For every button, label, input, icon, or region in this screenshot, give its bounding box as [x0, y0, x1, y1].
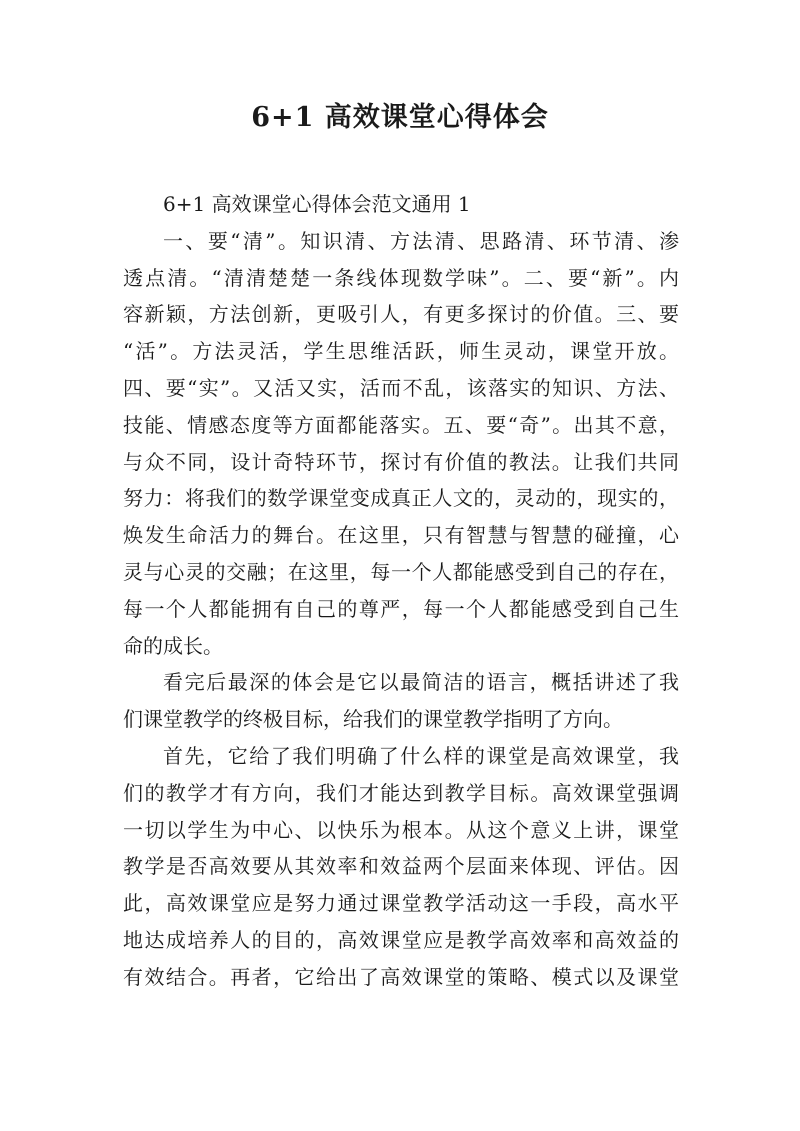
paragraph-1-line: 努力：将我们的数学课堂变成真正人文的，灵动的，现实的， [123, 486, 679, 511]
paragraph-3-line: 此，高效课堂应是努力通过课堂教学活动这一手段，高水平 [123, 891, 679, 916]
paragraph-3-line: 有效结合。再者，它给出了高效课堂的策略、模式以及课堂 [123, 964, 679, 989]
paragraph-1-line: 与众不同，设计奇特环节，探讨有价值的教法。让我们共同 [123, 449, 679, 474]
paragraph-3-line: 首先，它给了我们明确了什么样的课堂是高效课堂，我 [163, 743, 679, 768]
paragraph-1-line: “活”。方法灵活，学生思维活跃，师生灵动，课堂开放。 [123, 339, 679, 364]
paragraph-1-line: 一、要“清”。知识清、方法清、思路清、环节清、渗 [163, 228, 679, 253]
document-title: 6+1 高效课堂心得体会 [251, 102, 549, 133]
paragraph-3-line: 一切以学生为中心、以快乐为根本。从这个意义上讲，课堂 [123, 817, 679, 842]
paragraph-2-line: 看完后最深的体会是它以最简洁的语言，概括讲述了我 [163, 670, 679, 695]
paragraph-3-line: 地达成培养人的目的，高效课堂应是教学高效率和高效益的 [123, 927, 679, 952]
paragraph-1-line: 命的成长。 [123, 633, 223, 658]
paragraph-2-line: 们课堂教学的终极目标，给我们的课堂教学指明了方向。 [123, 707, 623, 732]
section-subheading: 6+1 高效课堂心得体会范文通用 1 [163, 192, 471, 216]
paragraph-3-line: 们的教学才有方向，我们才能达到教学目标。高效课堂强调 [123, 780, 679, 805]
paragraph-1-line: 焕发生命活力的舞台。在这里，只有智慧与智慧的碰撞，心 [123, 523, 679, 548]
paragraph-1-line: 灵与心灵的交融；在这里，每一个人都能感受到自己的存在， [123, 559, 679, 584]
paragraph-1-line: 每一个人都能拥有自己的尊严，每一个人都能感受到自己生 [123, 596, 679, 621]
paragraph-3-line: 教学是否高效要从其效率和效益两个层面来体现、评估。因 [123, 854, 679, 879]
paragraph-1-line: 透点清。“清清楚楚一条线体现数学味”。二、要“新”。内 [123, 265, 679, 290]
paragraph-1-line: 技能、情感态度等方面都能落实。五、要“奇”。出其不意， [123, 412, 679, 437]
paragraph-1-line: 四、要“实”。又活又实，活而不乱，该落实的知识、方法、 [123, 375, 679, 400]
paragraph-1-line: 容新颖，方法创新，更吸引人，有更多探讨的价值。三、要 [123, 302, 679, 327]
document-body [123, 186, 679, 996]
